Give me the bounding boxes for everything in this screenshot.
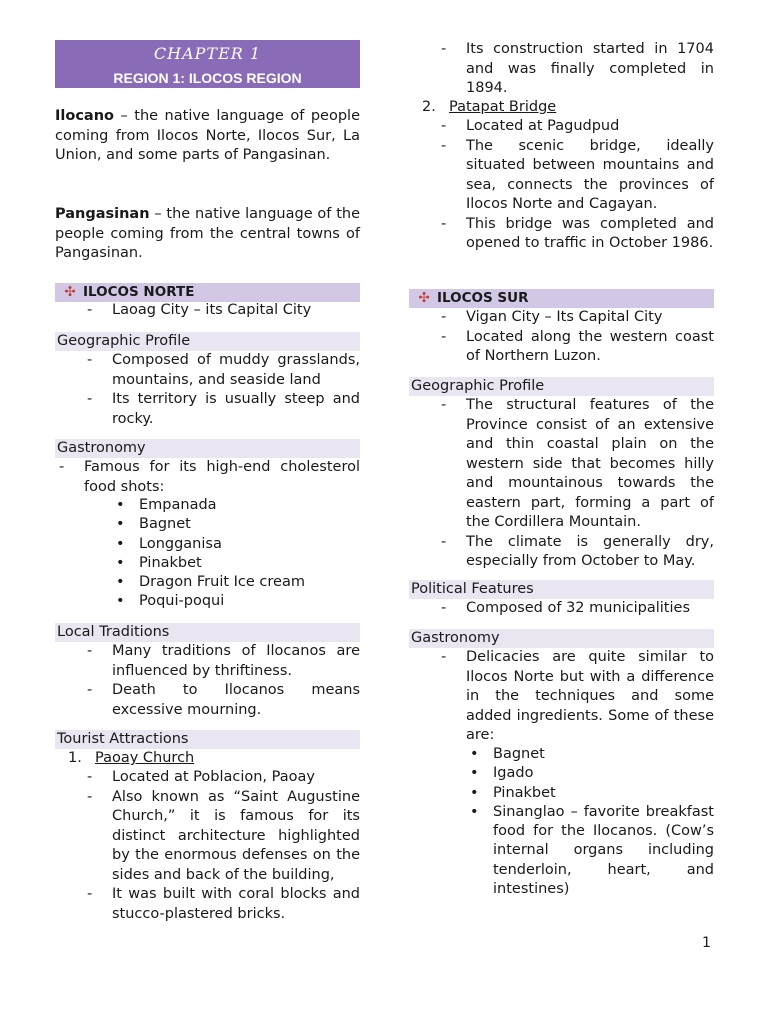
food-item: • Empanada: [55, 496, 360, 515]
chapter-subtitle: REGION 1: ILOCOS REGION: [113, 70, 302, 86]
intro-pangasinan: [55, 205, 360, 264]
food-item: • Poqui-poqui: [55, 592, 360, 611]
arrow-bullet-icon: ✣: [64, 284, 76, 300]
norte-tourist-heading: Tourist Attractions: [55, 730, 360, 749]
intro-ilocano: [55, 107, 360, 166]
list-item: - It was built with coral blocks and stucco-plastered bricks.: [55, 885, 360, 924]
sur-political-heading: Political Features: [409, 580, 714, 599]
section-heading-ilocos-sur: ✣ ILOCOS SUR: [409, 289, 714, 308]
norte-geo-list: [55, 351, 360, 429]
norte-traditions-heading: Local Traditions: [55, 623, 360, 642]
sur-intro-list: [409, 308, 714, 367]
sur-geo-list: [409, 396, 714, 572]
attraction-patapat-bridge: 2. Patapat Bridge: [422, 99, 557, 115]
sur-political-list: [409, 599, 714, 619]
food-item: • Bagnet: [55, 515, 360, 534]
food-item: • Sinanglao – favorite breakfast food for the Ilocanos. (Cow’s internal organs including tenderloin, heart, and intestines): [409, 803, 714, 899]
list-item: - Vigan City – Its Capital City: [409, 308, 714, 328]
list-item: - Laoag City – its Capital City: [55, 301, 360, 321]
list-item: - Located at Pagudpud: [409, 117, 714, 137]
right-column: [409, 0, 714, 898]
list-item: - Death to Ilocanos means excessive mourning.: [55, 681, 360, 720]
section-heading-ilocos-norte: ✣ ILOCOS NORTE: [55, 283, 360, 302]
list-item: - Many traditions of Ilocanos are influenced by thriftiness.: [55, 642, 360, 681]
sur-gastro-list: [409, 648, 714, 746]
chapter-title: CHAPTER 1: [153, 44, 262, 63]
list-item: - Composed of muddy grasslands, mountains, and seaside land: [55, 351, 360, 390]
list-item: - This bridge was completed and opened to traffic in October 1986.: [409, 215, 714, 254]
food-item: • Bagnet: [409, 745, 714, 764]
list-item: - Delicacies are quite similar to Ilocos Norte but with a difference in the techniques and some added ingredients. Some of these are:: [409, 648, 714, 746]
attraction-paoay-church: 1. Paoay Church: [68, 750, 195, 766]
list-item: - Its construction started in 1704 and was finally completed in 1894.: [409, 40, 714, 99]
list-item: - Located at Poblacion, Paoay: [55, 768, 360, 788]
arrow-bullet-icon: ✣: [418, 290, 430, 306]
food-item: • Dragon Fruit Ice cream: [55, 573, 360, 592]
list-item: - Also known as “Saint Augustine Church,” it is famous for its distinct architecture highlighted by the enormous defenses on the sides and back of the building,: [55, 788, 360, 886]
norte-geo-heading: Geographic Profile: [55, 332, 360, 351]
list-item: - Located along the western coast of Northern Luzon.: [409, 328, 714, 367]
norte-capital-list: [55, 301, 360, 321]
list-item: - The structural features of the Province consist of an extensive and thin coastal plain on the western side that becomes hilly and mountainous towards the eastern part, forming a part of the Cordillera Mountain.: [409, 396, 714, 533]
norte-gastro-list: [55, 458, 360, 497]
food-item: • Pinakbet: [55, 554, 360, 573]
chapter-header: [55, 40, 360, 88]
list-item: - The scenic bridge, ideally situated between mountains and sea, connects the provinces of Ilocos Norte and Cagayan.: [409, 137, 714, 215]
term-pangasinan: Pangasinan: [55, 206, 150, 222]
list-item: - Famous for its high-end cholesterol food shots:: [55, 458, 360, 497]
term-ilocano: Ilocano: [55, 108, 114, 124]
sur-geo-heading: Geographic Profile: [409, 377, 714, 396]
sur-gastro-heading: Gastronomy: [409, 629, 714, 648]
attraction-title: Patapat Bridge: [449, 99, 557, 115]
page-number: 1: [702, 935, 711, 951]
norte-gastro-heading: Gastronomy: [55, 439, 360, 458]
list-item: - The climate is generally dry, especially from October to May.: [409, 533, 714, 572]
left-column: [55, 0, 360, 922]
norte-food-list: [55, 496, 360, 612]
norte-traditions-list: [55, 642, 360, 720]
food-item: • Longganisa: [55, 535, 360, 554]
patapat-bridge-list: [409, 117, 714, 254]
intro-pangasinan-text: – the native language of the people coming from the central towns of Pangasinan.: [55, 206, 360, 261]
attraction-title: Paoay Church: [95, 750, 195, 766]
list-item: - Composed of 32 municipalities: [409, 599, 714, 619]
food-item: • Igado: [409, 764, 714, 783]
list-item: - Its territory is usually steep and rocky.: [55, 390, 360, 429]
food-item: • Pinakbet: [409, 784, 714, 803]
paoay-church-list-cont: [409, 40, 714, 99]
sur-food-list: [409, 745, 714, 899]
intro-ilocano-text: – the native language of people coming from Ilocos Norte, Ilocos Sur, La Union, and some parts of Pangasinan.: [55, 108, 360, 163]
paoay-church-list: [55, 768, 360, 924]
